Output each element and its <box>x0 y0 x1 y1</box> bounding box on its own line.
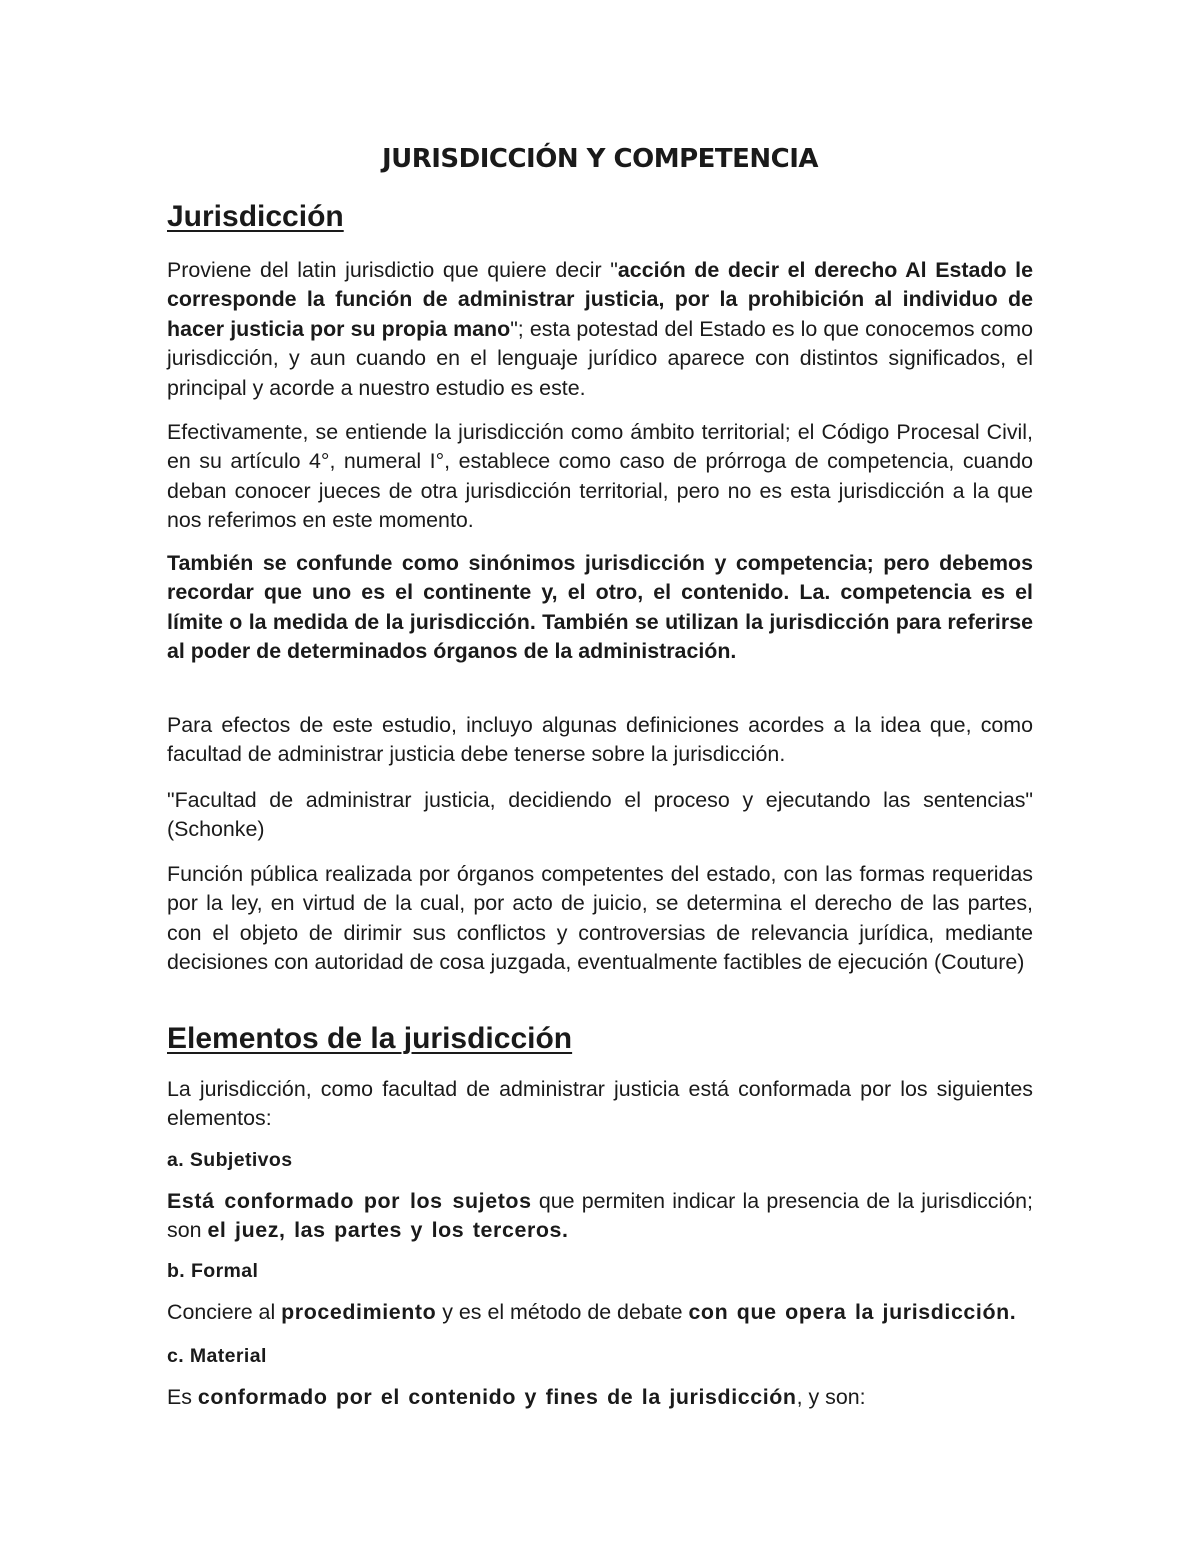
formal-text-2: y es el método de debate <box>436 1300 689 1324</box>
paragraph-1 <box>167 256 1033 403</box>
paragraph-1-bold: acción de decir el derecho Al Estado le corresponde la función de administrar justicia, por la prohibición al individuo de hacer justicia por su propia mano <box>167 258 1033 341</box>
subjetivos-bold-2: el juez, las partes y los terceros. <box>207 1218 569 1243</box>
paragraph-5-text: "Facultad de administrar justicia, decidiendo el proceso y ejecutando las sentencias" (Schonke) <box>167 788 1033 842</box>
paragraph-6 <box>167 860 1033 978</box>
paragraph-5 <box>167 786 1033 845</box>
subheading-subjetivos <box>167 1146 1033 1175</box>
paragraph-4-text: Para efectos de este estudio, incluyo algunas definiciones acordes a la idea que, como facultad de administrar justicia debe tenerse sobre la jurisdicción. <box>167 713 1033 767</box>
paragraph-3 <box>167 549 1033 667</box>
page-title: JURISDICCIÓN Y COMPETENCIA <box>381 144 819 174</box>
subheading-material <box>167 1342 1033 1371</box>
subheading-subjetivos-text: a. Subjetivos <box>167 1149 293 1171</box>
material-text-1: Es <box>167 1385 198 1409</box>
paragraph-4 <box>167 711 1033 770</box>
paragraph-1-text-a: Proviene del latin jurisdictio que quiere decir " <box>167 258 618 282</box>
paragraph-2-text: Efectivamente, se entiende la jurisdicción como ámbito territorial; el Código Procesal Civil, en su artículo 4°, numeral I°, establece como caso de prórroga de competencia, cuando deban conocer jueces de otra jurisdicción territorial, pero no es esta jurisdicción a la que nos referimos en este momento. <box>167 420 1033 533</box>
formal-bold-2: con que opera la jurisdicción. <box>688 1300 1017 1324</box>
subjetivos-text-1: que permiten indicar la presencia de la jurisdicción; son <box>167 1189 1033 1243</box>
formal-paragraph <box>167 1298 1033 1327</box>
material-paragraph <box>167 1383 1033 1412</box>
section-heading-elementos: Elementos de la jurisdicción <box>167 1022 573 1055</box>
subjetivos-bold-1: Está conformado por los sujetos <box>167 1189 532 1213</box>
section-heading-jurisdiccion: Jurisdicción <box>167 200 344 233</box>
subheading-formal <box>167 1257 1033 1286</box>
subheading-material-text: c. Material <box>167 1345 267 1367</box>
paragraph-3-text: También se confunde como sinónimos jurisdicción y competencia; pero debemos recordar que uno es el continente y, el otro, el contenido. La. competencia es el límite o la medida de la jurisdicción. También se utilizan la jurisdicción para referirse al poder de determinados órganos de la administración. <box>167 551 1033 664</box>
paragraph-6-text: Función pública realizada por órganos competentes del estado, con las formas requeridas por la ley, en virtud de la cual, por acto de juicio, se determina el derecho de las partes, con el objeto de dirimir sus conflictos y controversias de relevancia jurídica, mediante decisiones con autoridad de cosa juzgada, eventualmente factibles de ejecución (Couture) <box>167 862 1033 975</box>
paragraph-2 <box>167 418 1033 536</box>
material-bold-1: conformado por el contenido y fines de la jurisdicción <box>197 1385 797 1409</box>
elementos-intro-text: La jurisdicción, como facultad de administrar justicia está conformada por los siguientes elementos: <box>167 1077 1033 1131</box>
formal-text-1: Conciere al <box>167 1300 282 1324</box>
paragraph-1-text-c: "; esta potestad del Estado es lo que conocemos como jurisdicción, y aun cuando en el lenguaje jurídico aparece con distintos significados, el principal y acorde a nuestro estudio es este. <box>167 316 1033 400</box>
subheading-formal-text: b. Formal <box>167 1260 259 1282</box>
material-text-2: , y son: <box>796 1385 866 1409</box>
elementos-intro <box>167 1075 1033 1134</box>
formal-bold-1: procedimiento <box>281 1300 437 1324</box>
subjetivos-paragraph <box>167 1187 1033 1246</box>
